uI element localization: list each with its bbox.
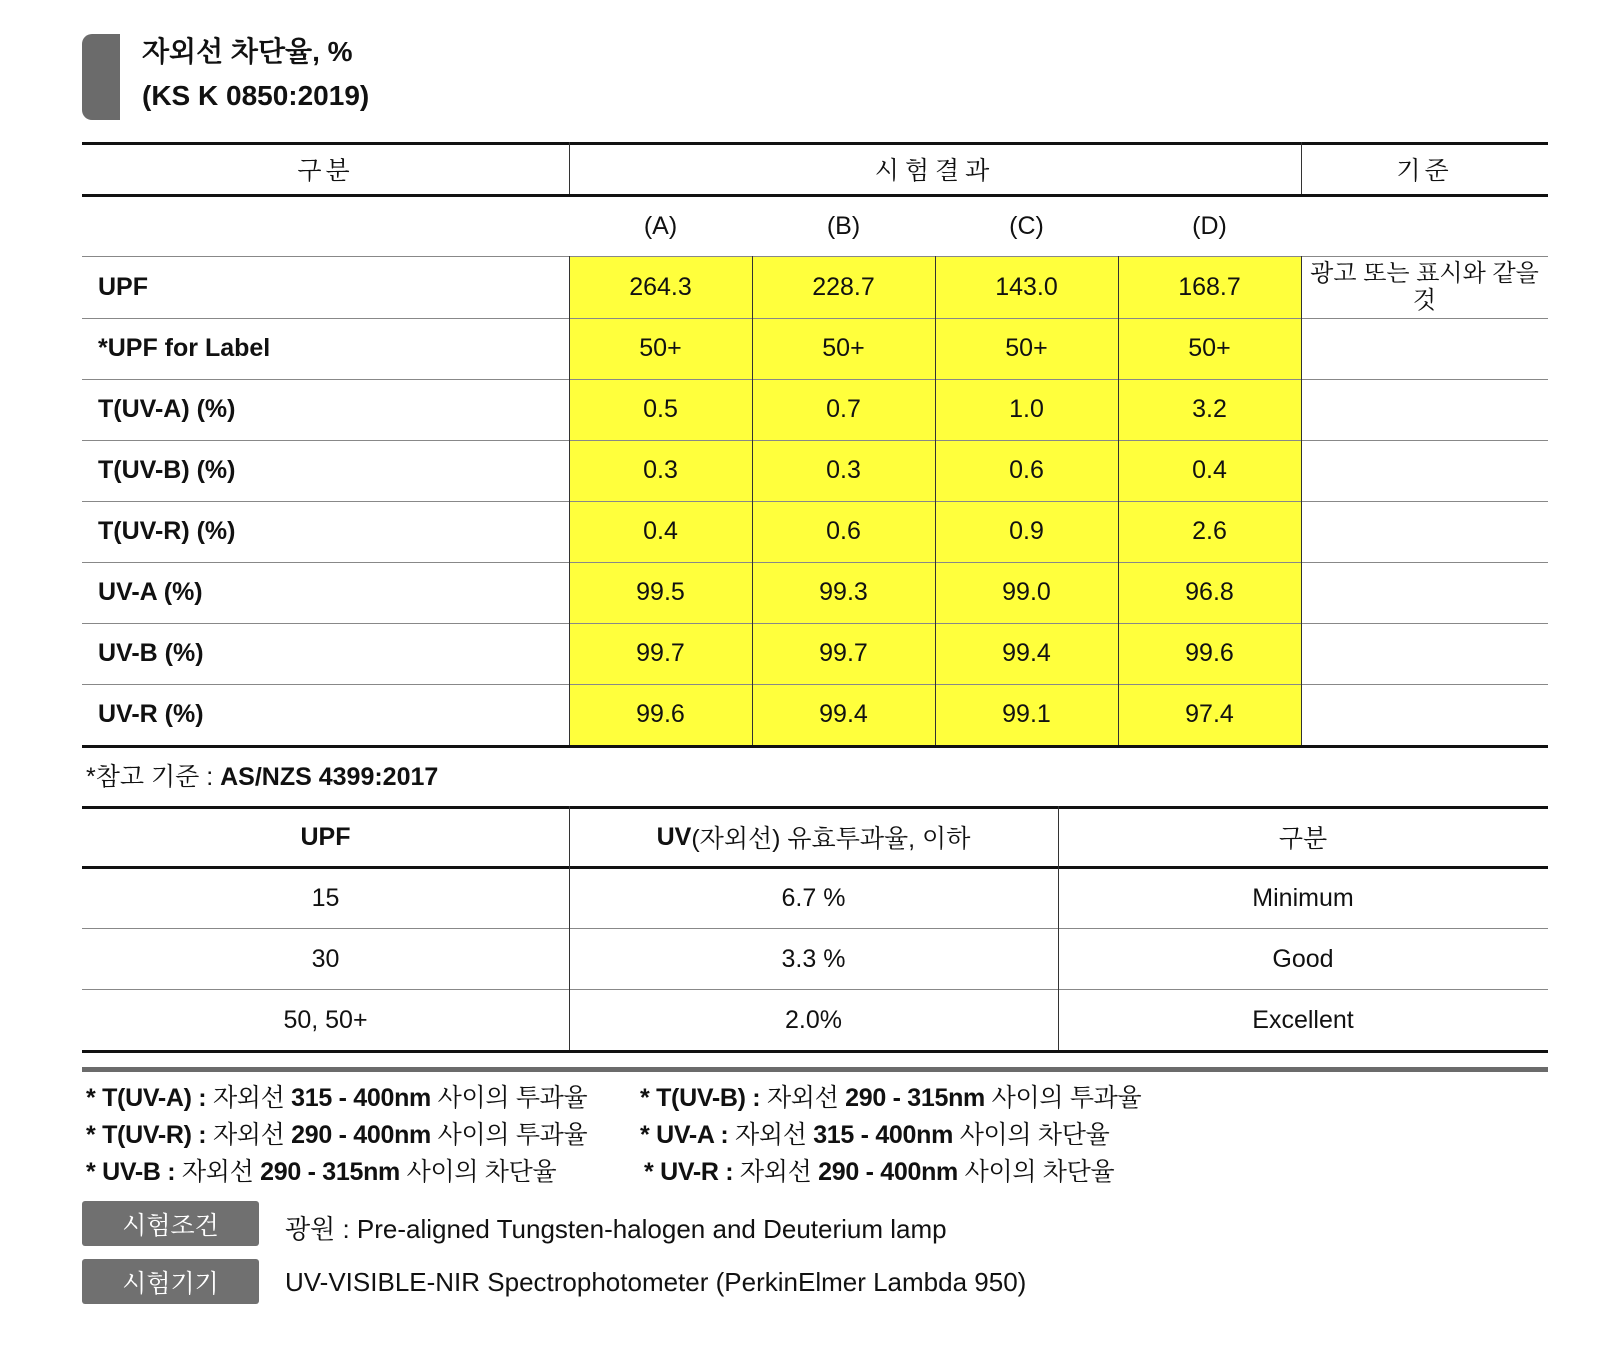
footnote-divider <box>82 1067 1548 1072</box>
table-cell: 0.7 <box>826 395 861 423</box>
table-cell: 99.3 <box>819 578 868 606</box>
section-subtitle: (KS K 0850:2019) <box>142 80 370 111</box>
table-cell: 99.5 <box>636 578 685 606</box>
table-cell: 0.6 <box>826 517 861 545</box>
table-cell: 99.7 <box>636 639 685 667</box>
sample-label: (D) <box>1192 212 1227 240</box>
ref-cell-grade: Excellent <box>1252 1005 1354 1034</box>
section-title: 자외선 차단율, % <box>142 36 353 67</box>
row-label: UV-B (%) <box>98 639 204 667</box>
sample-label: (A) <box>643 212 678 240</box>
table-cell: 228.7 <box>812 273 875 301</box>
table-cell: 0.9 <box>1009 517 1044 545</box>
table-cell: 0.6 <box>1009 456 1044 484</box>
table-cell: 99.6 <box>636 700 685 728</box>
row-label: UV-R (%) <box>98 700 204 728</box>
standard-note: 광고 또는 표시와 같을 것 <box>1310 260 1539 314</box>
ref-cell-transmittance: 3.3 % <box>781 944 846 973</box>
table-cell: 50+ <box>1188 334 1231 362</box>
table-cell: 50+ <box>822 334 865 362</box>
row-label: UPF <box>98 273 148 301</box>
table-cell: 50+ <box>1005 334 1048 362</box>
table-cell: 3.2 <box>1192 395 1227 423</box>
ref-cell-transmittance: 6.7 % <box>781 884 846 912</box>
table-cell: 0.3 <box>826 456 861 484</box>
table-cell: 97.4 <box>1185 700 1234 728</box>
header-standard: 기준 <box>1396 157 1453 185</box>
ref-header-category: 구분 <box>1278 825 1328 853</box>
table-cell: 99.4 <box>819 700 868 728</box>
ref-cell-grade: Minimum <box>1252 884 1354 912</box>
reference-note: *참고 기준 : AS/NZS 4399:2017 <box>86 763 439 791</box>
section-title-marker <box>82 34 120 120</box>
test-condition-badge: 시험조건 <box>82 1201 259 1246</box>
row-label: UV-A (%) <box>98 578 203 606</box>
table-cell: 1.0 <box>1009 395 1044 423</box>
table-cell: 143.0 <box>995 273 1058 301</box>
footnote: * UV-B : 자외선 290 - 315nm 사이의 차단율 <box>86 1158 557 1186</box>
footnote: * T(UV-A) : 자외선 315 - 400nm 사이의 투과율 <box>86 1084 588 1112</box>
footnote: * T(UV-B) : 자외선 290 - 315nm 사이의 투과율 <box>640 1084 1142 1112</box>
table-cell: 0.5 <box>643 395 678 423</box>
ref-cell-transmittance: 2.0% <box>785 1005 842 1034</box>
table-cell: 0.4 <box>1192 456 1227 484</box>
row-label: T(UV-B) (%) <box>98 456 236 484</box>
table-cell: 168.7 <box>1178 273 1241 301</box>
row-label: T(UV-A) (%) <box>98 395 236 423</box>
ref-cell-upf: 50, 50+ <box>283 1005 368 1034</box>
footnote: * UV-R : 자외선 290 - 400nm 사이의 차단율 <box>644 1158 1115 1186</box>
header-results: 시험결과 <box>874 157 996 185</box>
ref-cell-upf: 30 <box>311 944 340 973</box>
table-cell: 2.6 <box>1192 517 1227 545</box>
table-cell: 0.3 <box>643 456 678 484</box>
row-label: T(UV-R) (%) <box>98 517 236 545</box>
header-category: 구분 <box>297 157 354 185</box>
footnote: * T(UV-R) : 자외선 290 - 400nm 사이의 투과율 <box>86 1121 588 1149</box>
footnote: * UV-A : 자외선 315 - 400nm 사이의 차단율 <box>640 1121 1110 1149</box>
table-cell: 96.8 <box>1185 578 1234 606</box>
ref-header-upf: UPF <box>300 822 351 851</box>
table-cell: 99.7 <box>819 639 868 667</box>
ref-cell-upf: 15 <box>311 884 340 912</box>
table-cell: 264.3 <box>629 273 692 301</box>
table-cell: 99.6 <box>1185 639 1234 667</box>
row-label: *UPF for Label <box>98 334 271 362</box>
test-equipment-text: UV-VISIBLE-NIR Spectrophotometer (PerkinElmer Lambda 950) <box>285 1267 1027 1297</box>
table-cell: 99.1 <box>1002 700 1051 728</box>
test-equipment-badge: 시험기기 <box>82 1259 259 1304</box>
ref-cell-grade: Good <box>1272 944 1334 973</box>
table-cell: 50+ <box>639 334 682 362</box>
ref-header-transmittance: UV (자외선) 유효투과율, 이하 <box>656 822 971 853</box>
table-cell: 99.0 <box>1002 578 1051 606</box>
sample-label: (B) <box>826 212 861 240</box>
sample-label: (C) <box>1009 212 1044 240</box>
test-condition-text: 광원 : Pre-aligned Tungsten-halogen and Deuterium lamp <box>285 1214 947 1244</box>
table-cell: 99.4 <box>1002 639 1051 667</box>
table-cell: 0.4 <box>643 517 678 545</box>
